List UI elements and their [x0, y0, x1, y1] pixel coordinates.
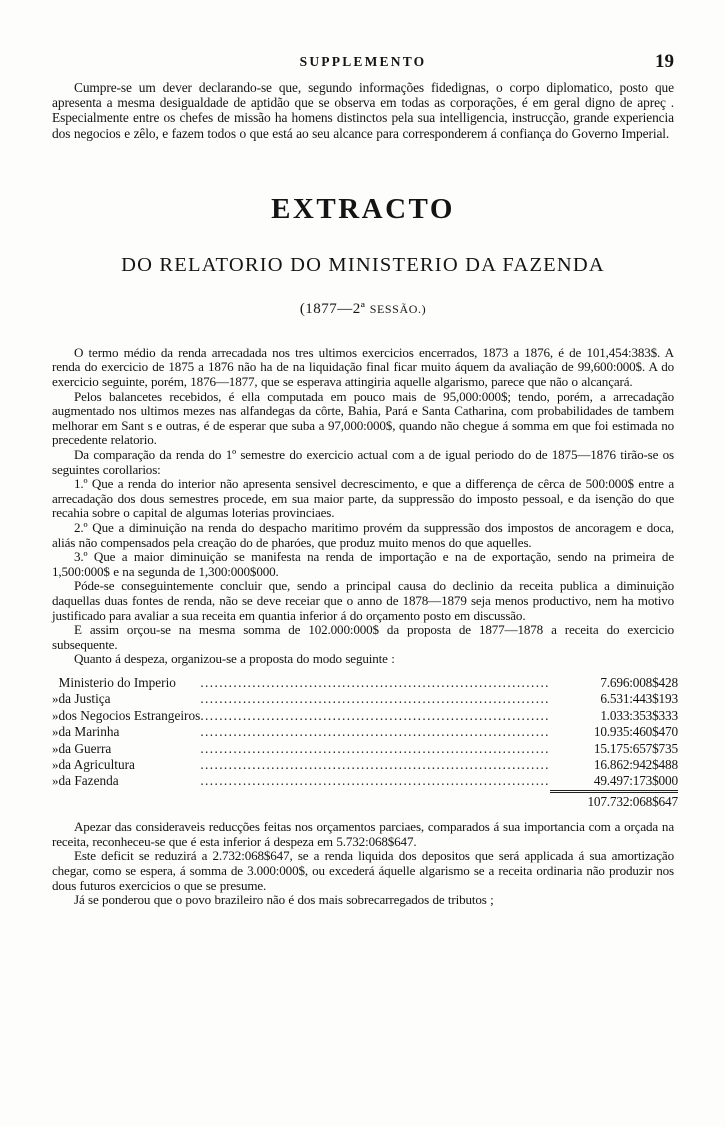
page-subtitle: DO RELATORIO DO MINISTERIO DA FAZENDA [121, 253, 605, 276]
budget-table-body [52, 675, 678, 810]
intro-paragraph: Cumpre-se um dever declarando-se que, segundo informações fidedignas, o corpo diplomatico, posto que apresenta a mesma desigualdade de aptidão que se observa em todas as corporações, é em geral digno de apreç . Especialmente entre os chefes de missão ha homens distinctos pela sua intelligencia, instrucção, grande experiencia dos negocios e zêlo, e fazem todos o que está ao seu alcance para corresponderem á confiança do Governo Imperial. [52, 80, 674, 141]
paragraph-6: 3.º Que a maior diminuição se manifesta na renda de importação e na de exportação, sendo na primeira de 1,500:000$ e na segunda de 1,300:000$000. [52, 549, 674, 579]
paragraph-5: 2.º Que a diminuição na renda do despacho maritimo provém da suppressão dos impostos de ancoragem e doca, aliás não compensados pela creação do de pharóes, que produz muito menos do que aquelles. [52, 519, 674, 550]
table-row [52, 724, 678, 740]
row-indent: » [52, 740, 59, 756]
row-amount: 16.862:942$488 [593, 756, 678, 772]
session-line [52, 301, 674, 318]
row-leader: .......................................................................... [200, 691, 550, 707]
row-amount: 15.175:657$735 [593, 740, 678, 756]
paragraph-1: O termo médio da renda arrecadada nos tres ultimos exercicios encerrados, 1873 a 1876, é de 101,454:383$. A renda do exercicio de 1875 a 1876 não ha de na liquidação final ficar muito áquem da avaliação de 99,600:000$. A do exercicio seguinte, porém, 1876—1877, que se esperava attingiria aquelle algarismo, parece que não o alcançará. [52, 344, 674, 389]
intro-section [52, 80, 674, 141]
row-leader: .......................................................................... [200, 724, 550, 740]
session-prefix: (1877—2ª [299, 300, 366, 317]
row-amount: 6.531:443$193 [600, 691, 678, 707]
closing-text [52, 820, 674, 908]
row-leader: .......................................................................... [200, 740, 550, 756]
row-amount: 10.935:460$470 [593, 724, 678, 740]
total-leader [200, 790, 550, 810]
budget-table [52, 675, 678, 810]
row-indent: » [52, 691, 59, 707]
row-amount: 7.696:008$428 [600, 674, 678, 690]
row-leader: .......................................................................... [200, 756, 550, 772]
closing-paragraph-3: Já se ponderou que o povo brazileiro não é dos mais sobrecarregados de tributos ; [74, 892, 494, 908]
total-amount: 107.732:068$647 [550, 792, 678, 810]
row-amount: 49.497:173$000 [593, 773, 678, 789]
row-amount: 1.033:353$333 [600, 707, 678, 723]
page-number: 19 [655, 51, 674, 72]
page-content [52, 51, 678, 908]
running-head-title: SUPPLEMENTO [299, 54, 427, 69]
expense-lead-in: Quanto á despeza, organizou-se a proposta do modo seguinte : [74, 651, 395, 667]
row-leader: .......................................................................... [200, 707, 550, 723]
closing-paragraph-1: Apezar das consideraveis reducções feitas nos orçamentos parciaes, comparados á sua importancia com a orçada na receita, reconheceu-se que é esta inferior á despeza em 5.732:068$647. [52, 819, 674, 849]
paragraph-2: Pelos balancetes recebidos, é ella computada em pouco mais de 95,000:000$; tendo, porém, a arrecadação augmentado nos ultimos mezes nas alfandegas da côrte, Bahia, Pará e Santa Catharina, com probabilidades de tambem melhorar em Sant s e outras, é de esperar que suba a 97,000:000$, quando não chegue á somma em que foi estimada no precedente relatorio. [52, 388, 674, 448]
paragraph-4: 1.º Que a renda do interior não apresenta sensivel decrescimento, e que a differença de cêrca de 500:000$ entre a arrecadação dos dous semestres procede, em sua maior parte, da suppressão do imposto pessoal, e da isenção do que recahia sobre o capital de algumas loterias provinciaes. [52, 476, 674, 521]
row-indent: » [52, 756, 59, 772]
total-amount-cell [550, 790, 678, 810]
row-label: Ministerio do Imperio [58, 674, 176, 690]
table-row [52, 691, 678, 707]
body-text [52, 346, 674, 652]
row-indent: » [52, 773, 59, 789]
paragraph-7: Póde-se conseguintemente concluir que, sendo a principal causa do declinio da receita publica a diminuição daquellas duas fontes de renda, não se deve receiar que o anno de 1878—1879 seja menos productivo, nem ha motivo justificado para avaliar a sua receita em quantia inferior á do orçamento posto em discussão. [52, 578, 674, 623]
table-row [52, 708, 678, 724]
row-label: da Guerra [58, 740, 112, 756]
row-label: da Fazenda [58, 773, 119, 789]
session-word: SESSÃO.) [369, 301, 427, 316]
page-title: EXTRACTO [271, 192, 455, 225]
row-leader: .......................................................................... [200, 674, 550, 690]
table-row [52, 675, 678, 691]
row-indent: » [52, 724, 59, 740]
closing-paragraph-2: Este deficit se reduzirá a 2.732:068$647, se a renda liquida dos depositos que será applicada á sua amortização chegar, como se espera, á somma de 3.000:000$, ou excederá áquelle algarismo se a receita ordinaria não produzir nos dous futuros exercicios o que se presume. [52, 848, 674, 893]
running-head [52, 51, 674, 74]
total-label [59, 790, 201, 810]
table-row [52, 757, 678, 773]
row-label: dos Negocios Estrangeiros [58, 707, 201, 723]
row-label: da Marinha [58, 724, 120, 740]
row-label: da Agricultura [58, 756, 135, 772]
table-total-row [52, 790, 678, 810]
table-row [52, 773, 678, 789]
table-row [52, 741, 678, 757]
paragraph-3: Da comparação da renda do 1º semestre do exercicio actual com a de igual periodo do de 1875—1876 tirão-se os seguintes corollarios: [52, 446, 674, 477]
row-leader: .......................................................................... [200, 773, 550, 789]
row-label: da Justiça [58, 691, 111, 707]
row-indent: » [52, 707, 59, 723]
paragraph-8: E assim orçou-se na mesma somma de 102.000:000$ da proposta de 1877—1878 a receita do exercicio subsequente. [52, 622, 674, 652]
